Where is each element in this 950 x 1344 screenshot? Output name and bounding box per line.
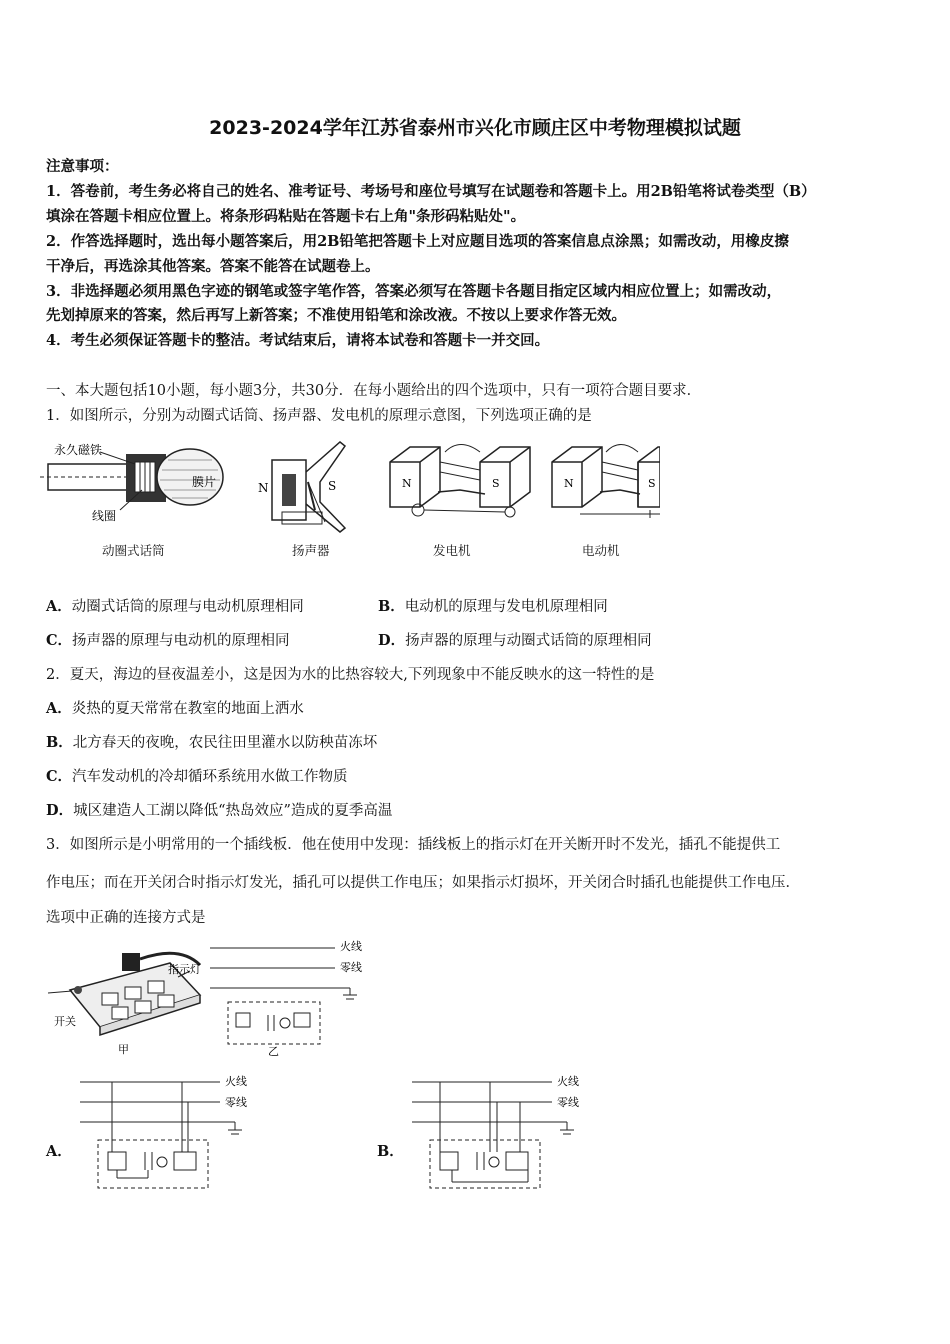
q3-option-a-letter[interactable]: A． [46,1143,72,1160]
circuit-yi [210,939,362,1058]
q3-option-a-circuit[interactable] [70,1070,270,1195]
label-speaker-n: N [258,481,269,495]
label-switch: 开关 [54,1015,76,1028]
q1-option-a[interactable] [46,595,304,616]
q2-stem: 2．夏天，海边的昼夜温差小，这是因为水的比热容较大,下列现象中不能反映水的这一特性的是 [46,667,655,683]
label-yi: 乙 [268,1045,279,1058]
q1-option-c[interactable] [46,629,290,650]
caption-microphone: 动圈式话筒 [102,543,165,558]
caption-generator: 发电机 [433,543,471,558]
q1-option-d-text: 扬声器的原理与动圈式话筒的原理相同 [405,633,652,649]
label-generator-s: S [492,477,500,490]
q1-option-b-letter: B． [378,598,405,615]
label-live-b: 火线 [557,1075,579,1088]
label-coil: 线圈 [92,509,117,523]
q2-option-b-text: 北方春天的夜晚，农民往田里灌水以防秧苗冻坏 [72,735,378,751]
q1-option-d[interactable] [378,629,652,650]
q1-stem: 1．如图所示，分别为动圈式话筒、扬声器、发电机的原理示意图，下列选项正确的是 [46,408,592,424]
q2-option-d-letter: D． [46,802,74,819]
notice-line-2: 填涂在答题卡相应位置上。将条形码粘贴在答题卡右上角"条形码粘贴处"。 [46,208,526,225]
label-magnet: 永久磁铁 [54,443,103,457]
label-neutral-b: 零线 [557,1096,579,1109]
q1-option-a-letter: A． [46,598,72,615]
section-heading: 一、本大题包括10小题，每小题3分，共30分．在每小题给出的四个选项中，只有一项符合题目要求． [46,383,702,399]
notice-line-5: 3．非选择题必须用黑色字迹的钢笔或签字笔作答，答案必须写在答题卡各题目指定区域内相应位置上；如需改动， [46,283,782,300]
label-speaker-s: S [328,479,337,493]
label-neutral-yi: 零线 [340,961,362,974]
notice-line-1: 1．答卷前，考生务必将自己的姓名、准考证号、考场号和座位号填写在试题卷和答题卡上。用2B铅笔将试卷类型（B） [46,183,816,200]
q1-option-b[interactable] [378,595,608,616]
q2-option-c[interactable] [46,765,348,786]
q2-option-c-letter: C． [46,768,73,785]
label-neutral-a: 零线 [225,1096,247,1109]
notice-line-3: 2．作答选择题时，选出每小题答案后，用2B铅笔把答题卡上对应题目选项的答案信息点涂黑；如需改动，用橡皮擦 [46,233,789,250]
label-diaphragm: 膜片 [192,475,217,489]
notice-heading: 注意事项： [46,158,119,175]
q3-stem-line-2: 作电压；而在开关闭合时指示灯发光，插孔可以提供工作电压；如果指示灯损坏，开关闭合时插孔也能提供工作电压． [46,875,800,891]
q3-option-b-circuit[interactable] [402,1070,602,1195]
q2-option-d-text: 城区建造人工湖以降低“热岛效应”造成的夏季高温 [73,803,393,819]
motor-diagram [552,445,660,519]
speaker-diagram [258,442,345,532]
label-jia: 甲 [118,1043,129,1056]
q2-option-a[interactable] [46,697,304,718]
label-live-a: 火线 [225,1075,247,1088]
caption-motor: 电动机 [582,543,620,558]
q3-stem-line-3: 选项中正确的连接方式是 [46,910,206,926]
q1-option-a-text: 动圈式话筒的原理与电动机原理相同 [71,599,304,615]
label-indicator: 指示灯 [168,963,201,976]
generator-diagram [390,445,530,518]
q2-option-b[interactable] [46,731,377,752]
label-live-yi: 火线 [340,940,362,953]
q1-option-c-text: 扬声器的原理与电动机的原理相同 [72,633,290,649]
q3-stem-line-1: 3．如图所示是小明常用的一个插线板．他在使用中发现：插线板上的指示灯在开关断开时不发光，插孔不能提供工 [46,837,781,853]
q1-option-d-letter: D． [378,632,406,649]
notice-line-7: 4．考生必须保证答题卡的整洁。考试结束后，请将本试卷和答题卡一并交回。 [46,332,550,349]
q3-figure [40,935,380,1060]
notice-line-4: 干净后，再选涂其他答案。答案不能答在试题卷上。 [46,258,380,275]
page-title: 2023-2024学年江苏省泰州市兴化市顾庄区中考物理模拟试题 [209,117,741,139]
q2-option-c-text: 汽车发动机的冷却循环系统用水做工作物质 [72,769,348,785]
label-generator-n: N [402,477,412,490]
q1-option-b-text: 电动机的原理与发电机原理相同 [404,599,608,615]
caption-speaker: 扬声器 [292,543,330,558]
q2-option-b-letter: B． [46,734,73,751]
label-motor-s: S [648,477,656,490]
q2-option-d[interactable] [46,799,392,820]
q2-option-a-text: 炎热的夏天常常在教室的地面上洒水 [71,701,304,717]
label-motor-n: N [564,477,574,490]
microphone-diagram [40,442,223,523]
q3-option-b-letter[interactable]: B． [377,1143,404,1160]
notice-line-6: 先划掉原来的答案，然后再写上新答案；不准使用铅笔和涂改液。不按以上要求作答无效。 [46,307,626,324]
q1-option-c-letter: C． [46,632,73,649]
q2-option-a-letter: A． [46,700,72,717]
power-strip [48,953,201,1056]
